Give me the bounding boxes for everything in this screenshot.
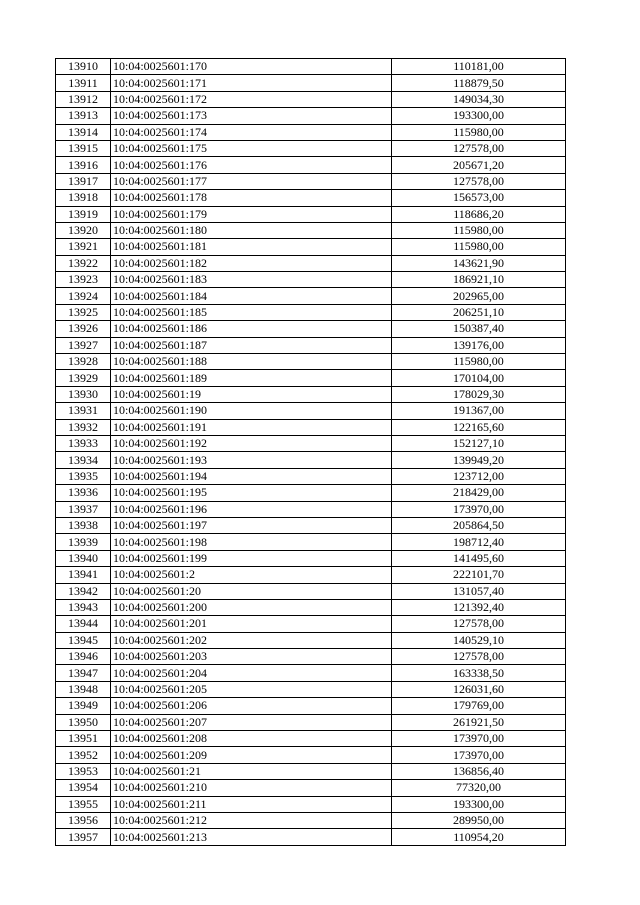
row-number-cell: 13949 — [56, 698, 111, 714]
value-cell: 122165,60 — [392, 419, 566, 435]
cadastral-number-cell: 10:04:0025601:179 — [111, 206, 392, 222]
table-row — [56, 108, 566, 124]
cadastral-number-cell: 10:04:0025601:190 — [111, 403, 392, 419]
table-row — [56, 698, 566, 714]
row-number-cell: 13930 — [56, 386, 111, 402]
value-cell: 139176,00 — [392, 337, 566, 353]
value-cell: 141495,60 — [392, 550, 566, 566]
value-cell: 127578,00 — [392, 173, 566, 189]
cadastral-number-cell: 10:04:0025601:196 — [111, 501, 392, 517]
cadastral-number-cell: 10:04:0025601:191 — [111, 419, 392, 435]
cadastral-number-cell: 10:04:0025601:170 — [111, 59, 392, 75]
row-number-cell: 13932 — [56, 419, 111, 435]
row-number-cell: 13957 — [56, 829, 111, 845]
row-number-cell: 13944 — [56, 616, 111, 632]
table-row — [56, 485, 566, 501]
row-number-cell: 13952 — [56, 747, 111, 763]
value-cell: 173970,00 — [392, 501, 566, 517]
row-number-cell: 13919 — [56, 206, 111, 222]
row-number-cell: 13953 — [56, 763, 111, 779]
value-cell: 140529,10 — [392, 632, 566, 648]
cadastral-number-cell: 10:04:0025601:204 — [111, 665, 392, 681]
value-cell: 173970,00 — [392, 731, 566, 747]
row-number-cell: 13956 — [56, 812, 111, 828]
row-number-cell: 13947 — [56, 665, 111, 681]
cadastral-number-cell: 10:04:0025601:206 — [111, 698, 392, 714]
cadastral-number-cell: 10:04:0025601:175 — [111, 140, 392, 156]
cadastral-number-cell: 10:04:0025601:186 — [111, 321, 392, 337]
value-cell: 170104,00 — [392, 370, 566, 386]
cadastral-number-cell: 10:04:0025601:203 — [111, 649, 392, 665]
cadastral-number-cell: 10:04:0025601:177 — [111, 173, 392, 189]
table-row — [56, 354, 566, 370]
value-cell: 110181,00 — [392, 59, 566, 75]
value-cell: 127578,00 — [392, 616, 566, 632]
row-number-cell: 13936 — [56, 485, 111, 501]
cadastral-number-cell: 10:04:0025601:20 — [111, 583, 392, 599]
cadastral-number-cell: 10:04:0025601:200 — [111, 599, 392, 615]
cadastral-number-cell: 10:04:0025601:183 — [111, 272, 392, 288]
row-number-cell: 13922 — [56, 255, 111, 271]
row-number-cell: 13931 — [56, 403, 111, 419]
value-cell: 149034,30 — [392, 91, 566, 107]
table-row — [56, 304, 566, 320]
table-row — [56, 91, 566, 107]
table-row — [56, 812, 566, 828]
table-row — [56, 468, 566, 484]
cadastral-number-cell: 10:04:0025601:212 — [111, 812, 392, 828]
cadastral-number-cell: 10:04:0025601:172 — [111, 91, 392, 107]
cadastral-number-cell: 10:04:0025601:211 — [111, 796, 392, 812]
value-cell: 178029,30 — [392, 386, 566, 402]
cadastral-number-cell: 10:04:0025601:181 — [111, 239, 392, 255]
cadastral-number-cell: 10:04:0025601:198 — [111, 534, 392, 550]
value-cell: 218429,00 — [392, 485, 566, 501]
table-row — [56, 321, 566, 337]
cadastral-number-cell: 10:04:0025601:209 — [111, 747, 392, 763]
cadastral-number-cell: 10:04:0025601:213 — [111, 829, 392, 845]
value-cell: 205864,50 — [392, 517, 566, 533]
row-number-cell: 13938 — [56, 517, 111, 533]
table-row — [56, 157, 566, 173]
row-number-cell: 13955 — [56, 796, 111, 812]
cadastral-number-cell: 10:04:0025601:210 — [111, 780, 392, 796]
table-row — [56, 550, 566, 566]
table-row — [56, 222, 566, 238]
table-row — [56, 190, 566, 206]
table-row — [56, 534, 566, 550]
value-cell: 193300,00 — [392, 108, 566, 124]
table-row — [56, 272, 566, 288]
cadastral-number-cell: 10:04:0025601:184 — [111, 288, 392, 304]
value-cell: 131057,40 — [392, 583, 566, 599]
table-row — [56, 583, 566, 599]
table-row — [56, 747, 566, 763]
row-number-cell: 13915 — [56, 140, 111, 156]
cadastral-number-cell: 10:04:0025601:207 — [111, 714, 392, 730]
cadastral-number-cell: 10:04:0025601:201 — [111, 616, 392, 632]
table-row — [56, 386, 566, 402]
cadastral-number-cell: 10:04:0025601:180 — [111, 222, 392, 238]
row-number-cell: 13918 — [56, 190, 111, 206]
row-number-cell: 13928 — [56, 354, 111, 370]
table-row — [56, 616, 566, 632]
value-cell: 206251,10 — [392, 304, 566, 320]
cadastral-number-cell: 10:04:0025601:171 — [111, 75, 392, 91]
row-number-cell: 13921 — [56, 239, 111, 255]
row-number-cell: 13914 — [56, 124, 111, 140]
table-body — [56, 59, 566, 846]
row-number-cell: 13943 — [56, 599, 111, 615]
value-cell: 136856,40 — [392, 763, 566, 779]
row-number-cell: 13939 — [56, 534, 111, 550]
value-cell: 156573,00 — [392, 190, 566, 206]
row-number-cell: 13934 — [56, 452, 111, 468]
cadastral-number-cell: 10:04:0025601:173 — [111, 108, 392, 124]
table-row — [56, 665, 566, 681]
value-cell: 163338,50 — [392, 665, 566, 681]
row-number-cell: 13917 — [56, 173, 111, 189]
table-row — [56, 75, 566, 91]
cadastral-number-cell: 10:04:0025601:202 — [111, 632, 392, 648]
table-row — [56, 763, 566, 779]
table-row — [56, 435, 566, 451]
table-row — [56, 140, 566, 156]
table-row — [56, 59, 566, 75]
value-cell: 198712,40 — [392, 534, 566, 550]
cadastral-number-cell: 10:04:0025601:195 — [111, 485, 392, 501]
table-row — [56, 714, 566, 730]
table-row — [56, 124, 566, 140]
value-cell: 118686,20 — [392, 206, 566, 222]
value-cell: 173970,00 — [392, 747, 566, 763]
row-number-cell: 13924 — [56, 288, 111, 304]
value-cell: 121392,40 — [392, 599, 566, 615]
value-cell: 222101,70 — [392, 567, 566, 583]
table-row — [56, 517, 566, 533]
cadastral-value-table — [55, 58, 566, 846]
table-row — [56, 206, 566, 222]
value-cell: 193300,00 — [392, 796, 566, 812]
row-number-cell: 13927 — [56, 337, 111, 353]
table-row — [56, 829, 566, 845]
cadastral-number-cell: 10:04:0025601:2 — [111, 567, 392, 583]
value-cell: 186921,10 — [392, 272, 566, 288]
cadastral-number-cell: 10:04:0025601:188 — [111, 354, 392, 370]
value-cell: 115980,00 — [392, 124, 566, 140]
value-cell: 110954,20 — [392, 829, 566, 845]
value-cell: 115980,00 — [392, 354, 566, 370]
table-row — [56, 780, 566, 796]
row-number-cell: 13945 — [56, 632, 111, 648]
cadastral-number-cell: 10:04:0025601:189 — [111, 370, 392, 386]
cadastral-number-cell: 10:04:0025601:187 — [111, 337, 392, 353]
table-row — [56, 370, 566, 386]
value-cell: 126031,60 — [392, 681, 566, 697]
value-cell: 179769,00 — [392, 698, 566, 714]
cadastral-number-cell: 10:04:0025601:192 — [111, 435, 392, 451]
row-number-cell: 13946 — [56, 649, 111, 665]
row-number-cell: 13954 — [56, 780, 111, 796]
value-cell: 150387,40 — [392, 321, 566, 337]
table-row — [56, 255, 566, 271]
value-cell: 115980,00 — [392, 239, 566, 255]
row-number-cell: 13937 — [56, 501, 111, 517]
cadastral-number-cell: 10:04:0025601:185 — [111, 304, 392, 320]
table-row — [56, 649, 566, 665]
table-row — [56, 452, 566, 468]
cadastral-number-cell: 10:04:0025601:174 — [111, 124, 392, 140]
cadastral-number-cell: 10:04:0025601:205 — [111, 681, 392, 697]
value-cell: 202965,00 — [392, 288, 566, 304]
row-number-cell: 13911 — [56, 75, 111, 91]
table-row — [56, 419, 566, 435]
cadastral-number-cell: 10:04:0025601:197 — [111, 517, 392, 533]
row-number-cell: 13916 — [56, 157, 111, 173]
cadastral-number-cell: 10:04:0025601:21 — [111, 763, 392, 779]
cadastral-number-cell: 10:04:0025601:199 — [111, 550, 392, 566]
value-cell: 127578,00 — [392, 140, 566, 156]
value-cell: 139949,20 — [392, 452, 566, 468]
row-number-cell: 13951 — [56, 731, 111, 747]
table-row — [56, 731, 566, 747]
value-cell: 152127,10 — [392, 435, 566, 451]
cadastral-number-cell: 10:04:0025601:208 — [111, 731, 392, 747]
cadastral-number-cell: 10:04:0025601:176 — [111, 157, 392, 173]
row-number-cell: 13912 — [56, 91, 111, 107]
row-number-cell: 13935 — [56, 468, 111, 484]
value-cell: 115980,00 — [392, 222, 566, 238]
row-number-cell: 13913 — [56, 108, 111, 124]
table-row — [56, 681, 566, 697]
cadastral-number-cell: 10:04:0025601:193 — [111, 452, 392, 468]
cadastral-number-cell: 10:04:0025601:194 — [111, 468, 392, 484]
value-cell: 261921,50 — [392, 714, 566, 730]
value-cell: 118879,50 — [392, 75, 566, 91]
row-number-cell: 13933 — [56, 435, 111, 451]
table-row — [56, 239, 566, 255]
cadastral-number-cell: 10:04:0025601:182 — [111, 255, 392, 271]
value-cell: 77320,00 — [392, 780, 566, 796]
table-row — [56, 796, 566, 812]
cadastral-number-cell: 10:04:0025601:19 — [111, 386, 392, 402]
value-cell: 127578,00 — [392, 649, 566, 665]
table-row — [56, 599, 566, 615]
value-cell: 143621,90 — [392, 255, 566, 271]
row-number-cell: 13910 — [56, 59, 111, 75]
row-number-cell: 13925 — [56, 304, 111, 320]
row-number-cell: 13940 — [56, 550, 111, 566]
table-row — [56, 403, 566, 419]
value-cell: 191367,00 — [392, 403, 566, 419]
value-cell: 289950,00 — [392, 812, 566, 828]
table-row — [56, 173, 566, 189]
value-cell: 123712,00 — [392, 468, 566, 484]
row-number-cell: 13942 — [56, 583, 111, 599]
value-cell: 205671,20 — [392, 157, 566, 173]
row-number-cell: 13923 — [56, 272, 111, 288]
table-row — [56, 337, 566, 353]
row-number-cell: 13948 — [56, 681, 111, 697]
row-number-cell: 13926 — [56, 321, 111, 337]
row-number-cell: 13929 — [56, 370, 111, 386]
row-number-cell: 13950 — [56, 714, 111, 730]
table-row — [56, 632, 566, 648]
table-row — [56, 567, 566, 583]
row-number-cell: 13920 — [56, 222, 111, 238]
table-row — [56, 288, 566, 304]
row-number-cell: 13941 — [56, 567, 111, 583]
cadastral-number-cell: 10:04:0025601:178 — [111, 190, 392, 206]
table-row — [56, 501, 566, 517]
